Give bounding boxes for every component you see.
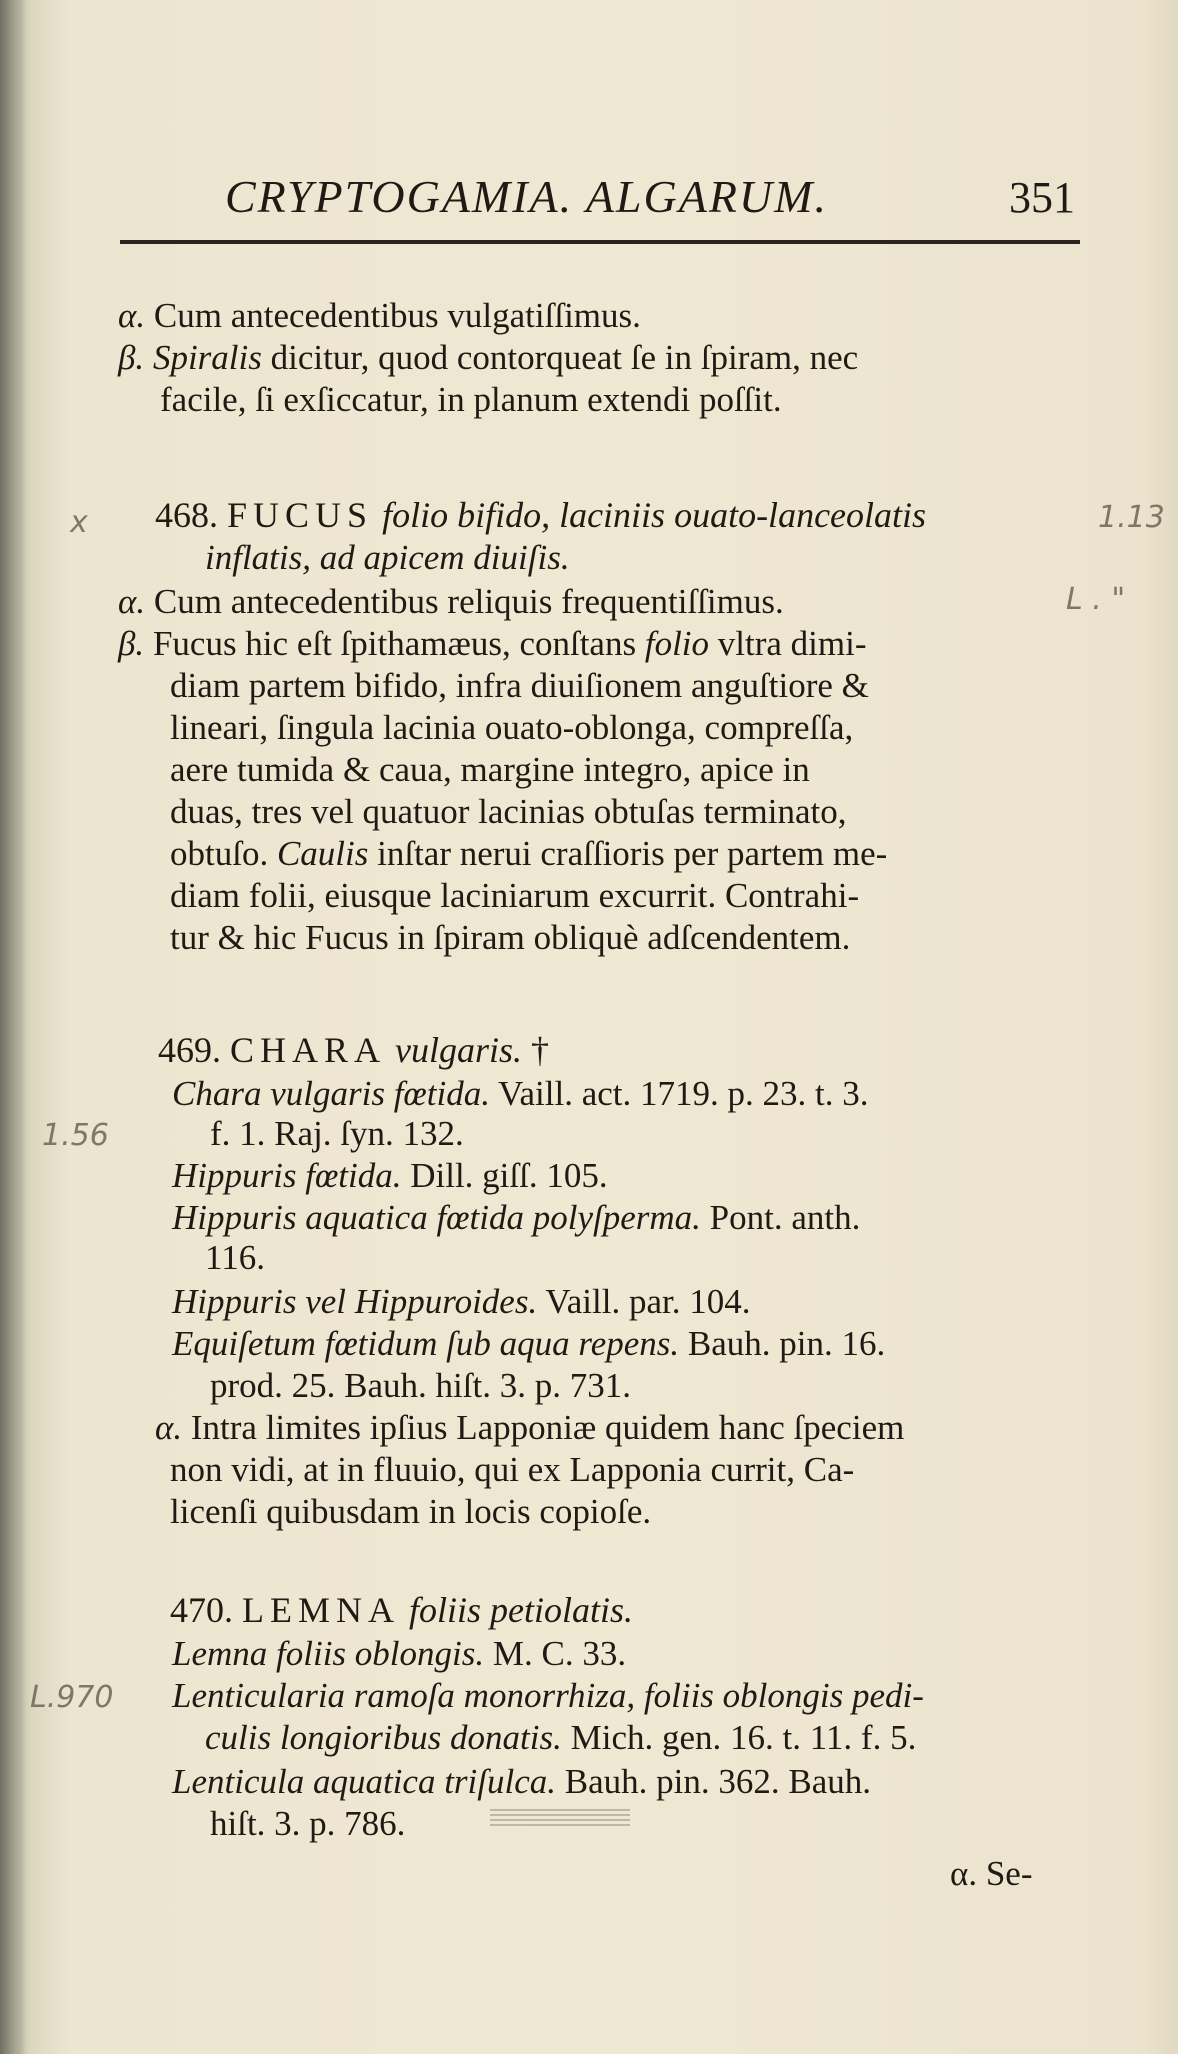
entry-469-syn-2 (172, 1156, 608, 1196)
margin-note: x (70, 505, 88, 540)
page-number: 351 (1009, 173, 1075, 222)
italic-span: Spiralis (152, 338, 262, 377)
entry-470-syn-1 (172, 1634, 626, 1674)
italic-span: Equiſetum fœtidum ſub aqua repens. (172, 1324, 680, 1363)
text-span: Cum antecedentibus vulgatiſſimus. (153, 296, 641, 335)
margin-note: 1.56 (42, 1118, 109, 1153)
entry-470-head (170, 1590, 633, 1630)
text-span: Bauh. pin. 362. Bauh. (556, 1762, 871, 1801)
italic-span: Hippuris aquatica fœtida polyſperma. (172, 1198, 701, 1237)
entry-468-beta-3: lineari, ſingula lacinia ouato-oblonga, compreſſa, (170, 708, 854, 747)
italic-span: culis longioribus donatis. (205, 1718, 562, 1757)
italic-span: Chara vulgaris fœtida. (172, 1074, 490, 1113)
text-span: Cum antecedentibus reliquis frequentiſſimus. (153, 582, 784, 621)
entry-468-beta-4: aere tumida & caua, margine integro, apice in (170, 750, 810, 789)
italic-span: Caulis (276, 834, 369, 873)
text-span: Dill. giſſ. 105. (401, 1156, 608, 1195)
entry-469-alpha-2: non vidi, at in fluuio, qui ex Lapponia currit, Ca- (170, 1450, 855, 1489)
text-span: Mich. gen. 16. t. 11. f. 5. (561, 1718, 917, 1757)
catchword: α. Se- (950, 1854, 1033, 1893)
entry-468-beta-1 (118, 624, 867, 664)
margin-note: 1.13 (1098, 500, 1165, 535)
prev-beta-line (118, 338, 858, 378)
entry-468-phrase-2: inflatis, ad apicem diuiſis. (205, 538, 570, 577)
entry-469-syn-3b: 116. (205, 1238, 265, 1277)
entry-469-syn-5b: prod. 25. Bauh. hiſt. 3. p. 731. (210, 1366, 631, 1405)
text-span: vltra dimi- (709, 624, 867, 663)
beta-mark: β. (118, 624, 145, 663)
italic-span: Lemna foliis oblongis. (172, 1634, 485, 1673)
entry-470-syn-3b: hiſt. 3. p. 786. (210, 1804, 406, 1843)
entry-468-beta-8: tur & hic Fucus in ſpiram obliquè adſcendentem. (170, 918, 851, 957)
text-span: Intra limites ipſius Lapponiæ quidem hanc ſpeciem (190, 1408, 905, 1447)
entry-470-syn-2 (172, 1676, 924, 1716)
text-span: Fucus hic eſt ſpithamæus, conſtans (152, 624, 645, 663)
prev-beta-line-2: facile, ſi exſiccatur, in planum extendi poſſit. (160, 380, 782, 419)
entry-468-beta-7: diam folii, eiusque laciniarum excurrit. Contrahi- (170, 876, 860, 915)
entry-470-syn-2b (205, 1718, 916, 1758)
entry-468-beta-6 (170, 834, 887, 874)
page-header (225, 170, 1075, 230)
alpha-mark: α. (118, 582, 146, 621)
text-span: M. C. 33. (484, 1634, 627, 1673)
running-head: CRYPTOGAMIA. ALGARUM. (225, 171, 828, 222)
genus-name: FUCUS (227, 495, 374, 535)
entry-469-head (158, 1030, 549, 1070)
diagnosis-phrase: folio bifido, laciniis ouato-lanceolatis (382, 495, 927, 535)
entry-number: 470. (170, 1590, 233, 1630)
prev-alpha-line (118, 296, 641, 336)
entry-469-syn-1b: f. 1. Raj. ſyn. 132. (210, 1114, 464, 1153)
entry-469-syn-3 (172, 1198, 860, 1238)
text-span: Vaill. par. 104. (537, 1282, 751, 1321)
text-span: Pont. anth. (700, 1198, 861, 1237)
dagger-mark: † (531, 1030, 550, 1070)
epithet: vulgaris. (395, 1030, 523, 1070)
alpha-mark: α. (155, 1408, 183, 1447)
italic-span: Hippuris fœtida. (172, 1156, 402, 1195)
text-span: obtuſo. (170, 834, 277, 873)
text-span: dicitur, quod contorqueat ſe in ſpiram, nec (261, 338, 859, 377)
entry-469-alpha-1 (155, 1408, 904, 1448)
italic-span: folio (644, 624, 710, 663)
text-span: inſtar nerui craſſioris per partem me- (368, 834, 888, 873)
entry-469-syn-1 (172, 1074, 868, 1114)
italic-span: Lenticularia ramoſa monorrhiza, foliis oblongis pedi- (172, 1676, 924, 1715)
entry-number: 469. (158, 1030, 221, 1070)
entry-469-syn-5 (172, 1324, 885, 1364)
entry-468-beta-5: duas, tres vel quatuor lacinias obtuſas terminato, (170, 792, 847, 831)
margin-note: L . " (1066, 582, 1126, 617)
ink-smudge (490, 1808, 630, 1826)
entry-number: 468. (155, 495, 218, 535)
entry-468-beta-2: diam partem bifido, infra diuiſionem anguſtiore & (170, 666, 869, 705)
italic-span: Lenticula aquatica triſulca. (172, 1762, 556, 1801)
gutter-shadow (0, 0, 26, 2054)
text-span: Vaill. act. 1719. p. 23. t. 3. (489, 1074, 869, 1113)
italic-span: Hippuris vel Hippuroides. (172, 1282, 538, 1321)
header-rule (120, 240, 1080, 244)
entry-469-alpha-3: licenſi quibusdam in locis copioſe. (170, 1492, 652, 1531)
diagnosis-phrase: foliis petiolatis. (409, 1590, 634, 1630)
alpha-mark: α. (118, 296, 146, 335)
entry-468-alpha (118, 582, 784, 622)
margin-note: L.970 (30, 1680, 114, 1715)
genus-name: LEMNA (242, 1590, 400, 1630)
text-span: Bauh. pin. 16. (679, 1324, 886, 1363)
genus-name: CHARA (230, 1030, 387, 1070)
entry-470-syn-3 (172, 1762, 871, 1802)
entry-469-syn-4 (172, 1282, 750, 1322)
beta-mark: β. (118, 338, 145, 377)
entry-468-head (155, 495, 926, 535)
